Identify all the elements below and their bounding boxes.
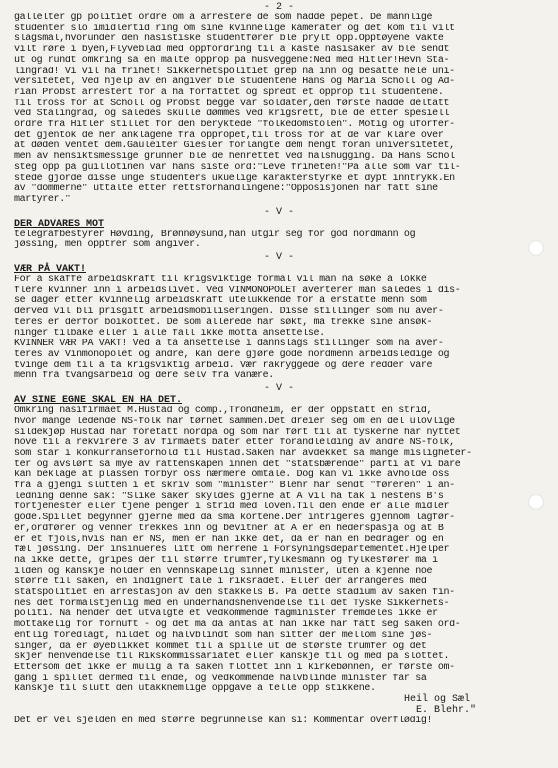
text-line: gode.Spillet begynner gjerne med da små kortene.Der intrigeres gjennom lagfør-	[14, 513, 455, 524]
text-line: stede gjorde disse unge studenters ukuelige karakterstyrke et dypt inntrykk.En	[14, 173, 455, 184]
text-line: gallelter gp politiet ordre om å arrestere de som hadde pepet. De mannlige	[14, 13, 433, 23]
page-number: - 2 -	[263, 2, 294, 13]
text-line: hvor mange ledende NS-folk har tørnet sammen.Det dreier seg om en del ulovlige	[14, 416, 455, 427]
text-line: tvinge dem til å ta krigsviktig arbeid. Vær rakryggede og dere redder våre	[14, 360, 433, 371]
text-line: entlig foredlagt, hildet og halvblindt som han sitter der mellom sine jøs-	[14, 630, 433, 641]
heading-av-sine-egne: AV SINE EGNE SKAL EN HA DET.	[14, 395, 183, 407]
text-line: sildekjøp Hustad har foretatt nordpå og som har ført til at tyskerne har nyttet	[14, 427, 461, 438]
text-line: kan beklage at plassen forbyr oss nærmere omtale. Dog kan vi ikke avholde oss	[14, 470, 450, 481]
heading-der-advares: DER ADVARES MOT	[14, 218, 105, 230]
heading-vaer-pa-vakt: VÆR PÅ VAKT!	[14, 264, 87, 276]
text-line: rian Probst arrestert for å ha forfattet og spredt et opprop til studentene.	[14, 87, 444, 98]
section-vinmonopolet	[14, 275, 544, 382]
text-line: ut og rundt omkring så en malte opprop på husveggene:Ned med Hitler!Hevn Sta-	[14, 55, 450, 66]
text-line: Ettersom det ikke er mulig å få saken flottet inn i kirkebønnen, er første om-	[14, 662, 455, 673]
text-line: er,ordfører og venner trekkes inn og bevitner at A er en hederspasja og at B	[14, 523, 444, 534]
text-line: nes det formålstjenlig med en underhåndshenvendelse til det Tyske Sikkerhets-	[14, 598, 450, 609]
text-line: ilden og kanskje holder en vennskapelig sinnet minister, uten å kjenne noe	[14, 566, 433, 577]
text-line: ledning denne sak: "Slike saker skyldes gjerne at A vil ha tak i nestens B's	[14, 491, 444, 502]
text-line: singer, da er øyeblikket kommet til å spille ut de største trumfer og det	[14, 641, 427, 652]
text-line: gang i spillet dermed til ende, og vedkommende halvblinde minister får så	[14, 673, 427, 684]
signature-line: Heil og Sæl	[404, 694, 471, 706]
separator-v: - V -	[263, 206, 294, 218]
text-line: menn fra tvangsarbeid og dere selv fra vanære.	[14, 371, 274, 382]
text-line: Til tross for at Scholl og Probst begge var soldater,den første hadde deltatt	[14, 98, 450, 109]
text-line: ved Stalingrad, og således skulle dømmes ved krigsrett, ble de etter spesiell	[14, 109, 450, 120]
text-line: Omkring nasifirmaet M.Hustad og comp.,Trondheim, er der oppstått en strid,	[14, 406, 433, 417]
text-line: av "dommerne" uttalte etter rettsforhandlingene:"Opposisjonen har fått sine	[14, 184, 438, 195]
text-line: ter og avslørt så mye av råttenskapen innen det "statsbærende" parti at vi bare	[14, 459, 461, 470]
separator-v: - V -	[263, 252, 294, 264]
separator-v: - V -	[263, 383, 294, 395]
text-line: teres er derfor boikottet. De som allerede har søkt, må trekke sine ansøk-	[14, 317, 433, 328]
text-line: telegrafbestyrer Høvding, Brønnøysund,han utgir seg for god nordmann og	[14, 229, 416, 240]
text-line: ordre fra Hitler stillet for den beryktede "folkedomstolen". Motig og uforfer-	[14, 120, 455, 131]
text-line: fra å gjengi slutten i et skriv som "minister" Blehr har sendt "føreren" i an-	[14, 481, 455, 492]
text-line: fortjenester eller tjene penger i strid med loven.Til den ende er alle midler	[14, 502, 450, 513]
text-line: For å skaffe arbeidskraft til krigsviktige formål vil man nå søke å lokke	[14, 275, 427, 286]
text-line: vilt røre i byen,Flyveblad med oppfordring til å kaste nasisaker av ble sendt	[14, 45, 450, 56]
text-line: er et fjols,hvis han er NS, men er han ikke det, da er han en bedrager og en	[14, 534, 444, 545]
text-line: nå ikke dette, gripes der til større trumfer,fylkesmann og fylkesfører må i	[14, 555, 438, 566]
text-line: fæl jøssing. Der insinueres litt om herrene i Forsyningsdepartementet.Hjelper	[14, 545, 450, 556]
text-line: derved vil bli prisgitt arbeidsmobiliseringen. Disse stillinger som nu aver-	[14, 307, 444, 318]
text-line: statspolitiet en arrestasjon av den stakkels B. På dette stadium av saken fin-	[14, 588, 455, 599]
punch-hole	[528, 494, 544, 510]
text-line: kanskje til slutt den utakknemlige oppgave å telle opp stikkene.	[14, 684, 376, 695]
signature-block	[14, 695, 544, 716]
text-line: som står i konkurranseforhold til Hustad.Saken har avdekket så mange misligheter-	[14, 448, 472, 459]
section-advarsel	[14, 230, 544, 251]
punch-hole	[528, 240, 544, 256]
text-line: KVINNER VÆR PÅ VAKT! Ved å ta ansettelse i dannslags stillinger som nå aver-	[14, 339, 444, 350]
text-line: skjer henvendelse til Rikskommissariatet eller kanskje til og med på slottet.	[14, 652, 450, 663]
text-line: det gjentok de her anklagene fra oppropet,til tross for at de var klare over	[14, 130, 444, 141]
section-studenter	[14, 13, 544, 206]
text-line: større til saken, en indignert tale i riksrådet. Eller der arrangeres med	[14, 577, 427, 588]
signature-line: E. Blehr."	[404, 704, 477, 716]
text-line: teres av Vinmonopolet og andre, kan dere gjøre gode nordmenn arbeidsledige og	[14, 349, 450, 360]
text-line: lingrad! Vi vil ha frihet! Sikkerhetspolitiet grep nå inn og besatte hele uni-	[14, 66, 455, 77]
text-line: ninger tilbake eller i alle fall ikke motta ansettelse.	[14, 328, 325, 339]
text-line: flere kvinner inn i arbeidslivet. Ved VINMONOPOLET averterer man således i dis-	[14, 285, 461, 296]
text-line: se dager etter kvinnelig arbeidskraft utelukkende for å erstatte menn som	[14, 296, 427, 307]
text-line: martyrer."	[14, 194, 71, 205]
text-line: politi. Nå hender det utvalgte et vedkommende fagminister fremdeles ikke er	[14, 609, 438, 620]
section-hustad	[14, 406, 544, 695]
text-line: studenter slo imidlertid ring om sine kvinnelige kamerater og det kom til vilt	[14, 23, 455, 34]
text-line: men av hensiktsmessige grunner ble de henrettet ved halshugging. Da Hans Schol	[14, 152, 455, 163]
closing-line: Det er vel sjelden en med større begrunnelse kan si: Kommentar overflødig!	[14, 716, 433, 727]
text-line: jøssing, men opptrer som angiver.	[14, 240, 201, 251]
text-line: steg opp på guillotinen var hans siste ord:"Leve friheten!"På alle som var til-	[14, 162, 461, 173]
text-line: mottakelig for fornuft - og det må da antas at han ikke har fått seg saken ord-	[14, 620, 461, 631]
text-line: versitetet, Ved hjelp av en angiver ble studentene Hans og Maria Scholl og Ad-	[14, 77, 455, 88]
text-line: slagsmål,hvorunder den nasistiske studentfører ble prylt opp.Opptøyene vakte	[14, 34, 444, 45]
text-line: at døden ventet dem.Gauleiter Giesler forlangte dem hengt foran universitetet,	[14, 141, 455, 152]
text-line: hove til å rekvirere 3 av firmaets båter etter forandlelding av andre NS-folk,	[14, 438, 455, 449]
